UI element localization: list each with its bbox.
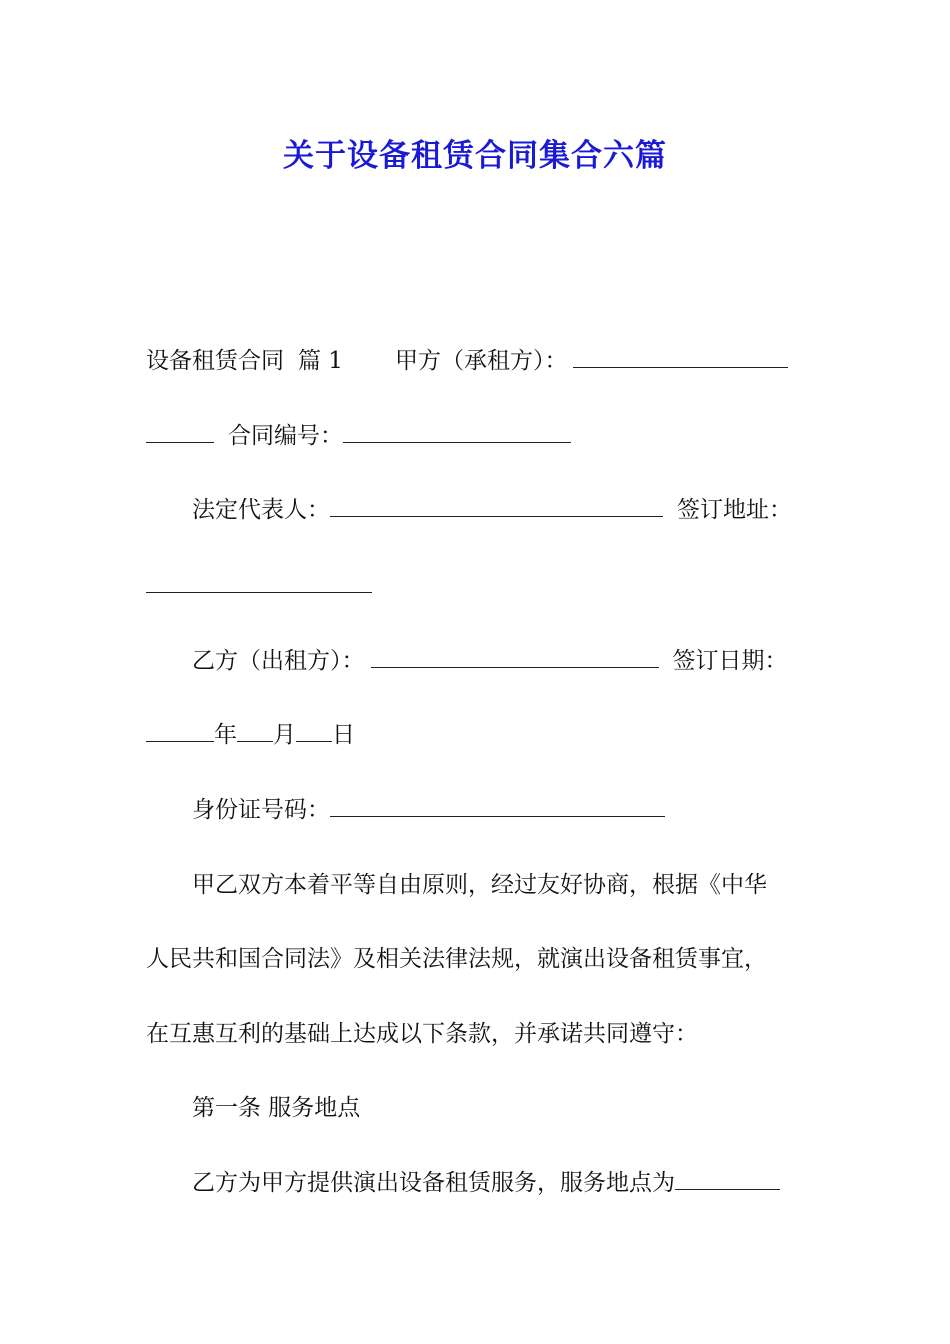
party-b-label: 乙方（出租方）：	[192, 648, 365, 674]
contract-number-blank	[343, 420, 571, 443]
header-line	[146, 345, 788, 377]
party-b-blank	[371, 645, 659, 668]
year-label: 年	[214, 722, 237, 748]
article-text: 乙方为甲方提供演出设备租赁服务，服务地点为	[192, 1170, 675, 1196]
date-line	[146, 719, 355, 751]
day-blank	[296, 719, 332, 742]
party-a-blank-continued	[146, 420, 214, 443]
party-b-line	[192, 645, 788, 677]
id-number-blank	[330, 794, 665, 817]
year-blank	[146, 719, 214, 742]
month-blank	[237, 719, 273, 742]
month-label: 月	[273, 722, 296, 748]
sign-place-line	[146, 570, 372, 602]
party-a-blank	[573, 345, 788, 368]
paragraph-line: 在互惠互利的基础上达成以下条款，并承诺共同遵守：	[146, 1021, 698, 1047]
contract-heading: 设备租赁合同	[146, 348, 284, 374]
legal-rep-line	[192, 494, 792, 526]
party-a-label: 甲方（承租方）：	[394, 348, 568, 374]
id-number-line	[192, 794, 665, 826]
id-number-label: 身份证号码：	[192, 797, 330, 823]
sign-place-label: 签订地址：	[677, 497, 792, 523]
sign-place-blank	[146, 570, 372, 593]
legal-rep-label: 法定代表人：	[192, 497, 330, 523]
day-label: 日	[332, 722, 355, 748]
service-location-blank	[675, 1167, 780, 1190]
contract-number-line	[146, 420, 571, 452]
paragraph-line: 人民共和国合同法》及相关法律法规，就演出设备租赁事宜，	[146, 946, 767, 972]
chapter-label: 篇 1	[298, 348, 343, 374]
paragraph-line: 甲乙双方本着平等自由原则，经过友好协商，根据《中华	[192, 872, 767, 898]
sign-date-label: 签订日期：	[672, 648, 788, 674]
legal-rep-blank	[330, 494, 663, 517]
contract-number-label: 合同编号：	[228, 423, 343, 449]
article-heading: 第一条 服务地点	[192, 1095, 361, 1121]
document-title: 关于设备租赁合同集合六篇	[283, 138, 667, 174]
article-text-line	[192, 1167, 780, 1199]
